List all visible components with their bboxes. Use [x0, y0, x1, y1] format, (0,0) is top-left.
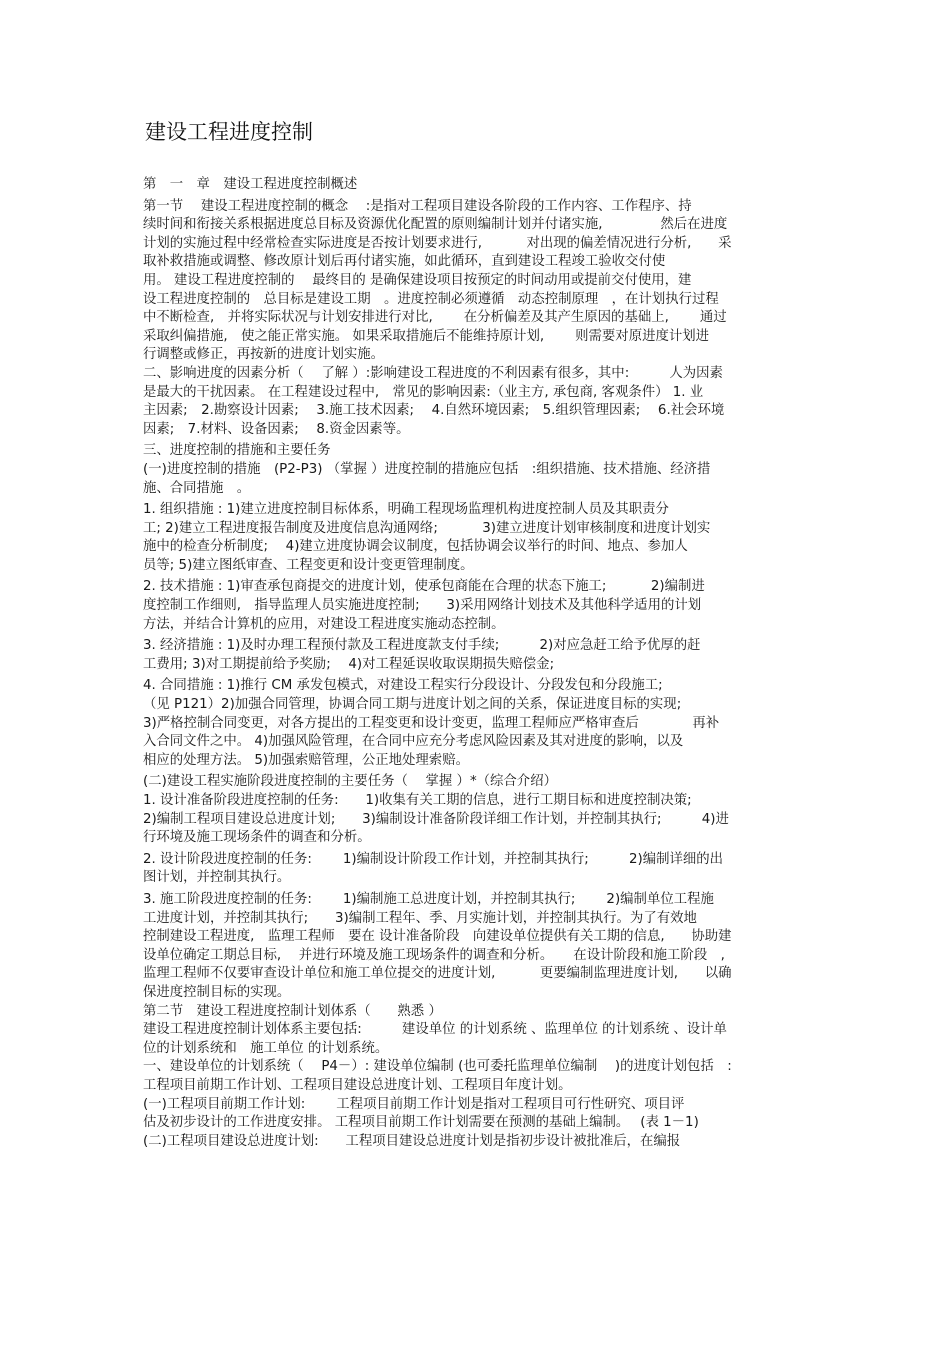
text-line: 方法，并结合计算机的应用，对建设工程进度实施动态控制。: [143, 616, 505, 632]
text-line: 图计划，并控制其执行。: [143, 870, 291, 886]
text-line: 第二节 建设工程进度控制计划体系（ 熟悉 ）: [143, 1003, 442, 1019]
text-line: (一)进度控制的措施 (P2-P3) （掌握 ）进度控制的措施应包括 :组织措施、技术措施、经济措: [143, 461, 711, 477]
text-line: 3. 施工阶段进度控制的任务: 1)编制施工总进度计划，并控制其执行; 2)编制单位工程施: [143, 891, 714, 907]
text-line: 位的计划系统和 施工单位 的计划系统。: [143, 1040, 389, 1056]
text-line: 设工程进度控制的 总目标是建设工期 。进度控制必须遵循 动态控制原理 ，在计划执行过程: [143, 291, 719, 307]
text-line: 3)严格控制合同变更，对各方提出的工程变更和设计变更，监理工程师应严格审查后 再补: [143, 715, 720, 731]
text-line: 续时间和衔接关系根据进度总目标及资源优化配置的原则编制计划并付诸实施, 然后在进度: [143, 217, 728, 233]
text-line: 2. 技术措施 : 1)审查承包商提交的进度计划，使承包商能在合理的状态下施工; 2)编制进: [143, 579, 705, 595]
text-line: 1. 组织措施 : 1)建立进度控制目标体系，明确工程现场监理机构进度控制人员及其职责分: [143, 502, 669, 518]
text-line: （见 P121）2)加强合同管理，协调合同工期与进度计划之间的关系，保证进度目标的实现;: [143, 697, 682, 713]
text-line: 取补救措施或调整、修改原计划后再付诸实施，如此循环，直到建设工程竣工验收交付使: [143, 254, 666, 270]
text-line: 一、建设单位的计划系统（ P4－）: 建设单位编制 (也可委托监理单位编制 )的进度计划包括 :: [143, 1059, 732, 1075]
text-line: 第一节 建设工程进度控制的概念 :是指对工程项目建设各阶段的工作内容、工作程序、持: [143, 198, 692, 214]
text-line: 保进度控制目标的实现。: [143, 984, 291, 1000]
text-line: (一)工程项目前期工作计划: 工程项目前期工作计划是指对工程项目可行性研究、项目评: [143, 1096, 685, 1112]
text-line: 行调整或修正，再按新的进度计划实施。: [143, 347, 385, 363]
text-line: 是最大的干扰因素。 在工程建设过程中, 常见的影响因素:（业主方, 承包商, 客观条件） 1. 业: [143, 384, 704, 400]
text-line: 工; 2)建立工程进度报告制度及进度信息沟通网络; 3)建立进度计划审核制度和进度计划实: [143, 520, 711, 536]
text-line: 施中的检查分析制度; 4)建立进度协调会议制度，包括协调会议举行的时间、地点、参加人: [143, 539, 688, 555]
text-line: 相应的处理方法。 5)加强索赔管理，公正地处理索赔。: [143, 752, 469, 768]
text-line: 2)编制工程项目建设总进度计划; 3)编制设计准备阶段详细工作计划，并控制其执行; 4)进: [143, 811, 729, 827]
text-line: 建设工程进度控制计划体系主要包括: 建设单位 的计划系统 、监理单位 的计划系统 、设计单: [143, 1022, 727, 1038]
text-line: 二、影响进度的因素分析（ 了解 ）:影响建设工程进度的不利因素有很多，其中: 人为因素: [143, 365, 723, 381]
document-title: 建设工程进度控制: [145, 120, 313, 144]
text-line: 采取纠偏措施, 使之能正常实施。 如果采取措施后不能维持原计划, 则需要对原进度计划进: [143, 328, 710, 344]
text-line: 工程项目前期工作计划、工程项目建设总进度计划、工程项目年度计划。: [143, 1077, 572, 1093]
text-line: 估及初步设计的工作进度安排。 工程项目前期工作计划需要在预测的基础上编制。 (表 1－1): [143, 1115, 699, 1131]
text-line: 工进度计划，并控制其执行; 3)编制工程年、季、月实施计划，并控制其执行。为了有效地: [143, 910, 697, 926]
text-line: 行环境及施工现场条件的调查和分析。: [143, 830, 371, 846]
text-line: 员等; 5)建立图纸审查、工程变更和设计变更管理制度。: [143, 557, 474, 573]
text-line: 3. 经济措施 : 1)及时办理工程预付款及工程进度款支付手续; 2)对应急赶工给予优厚的赶: [143, 638, 701, 654]
text-line: 工费用; 3)对工期提前给予奖励; 4)对工程延误收取误期损失赔偿金;: [143, 656, 555, 672]
document-body: [143, 176, 813, 1151]
text-line: 监理工程师不仅要审查设计单位和施工单位提交的进度计划, 更要编制监理进度计划, 以确: [143, 966, 732, 982]
text-line: 计划的实施过程中经常检查实际进度是否按计划要求进行, 对出现的偏差情况进行分析, 采: [143, 235, 732, 251]
text-line: 用。 建设工程进度控制的 最终目的 是确保建设项目按预定的时间动用或提前交付使用，建: [143, 272, 692, 288]
text-line: 2. 设计阶段进度控制的任务: 1)编制设计阶段工作计划，并控制其执行; 2)编制详细的出: [143, 851, 724, 867]
text-line: 4. 合同措施 : 1)推行 CM 承发包模式，对建设工程实行分段设计、分段发包和分段施工;: [143, 678, 663, 694]
text-line: 中不断检查, 并将实际状况与计划安排进行对比, 在分析偏差及其产生原因的基础上, 通过: [143, 310, 727, 326]
text-line: 入合同文件之中。 4)加强风险管理，在合同中应充分考虑风险因素及其对进度的影响，以及: [143, 734, 684, 750]
text-line: 控制建设工程进度, 监理工程师 要在 设计准备阶段 向建设单位提供有关工期的信息, 协助建: [143, 929, 732, 945]
text-line: 设单位确定工期总目标, 并进行环境及施工现场条件的调查和分析。 在设计阶段和施工阶段 ,: [143, 947, 725, 963]
text-line: 第 一 章 建设工程进度控制概述: [143, 177, 358, 192]
text-line: (二)建设工程实施阶段进度控制的主要任务（ 掌握 ）*（综合介绍）: [143, 774, 557, 790]
text-line: (二)工程项目建设总进度计划: 工程项目建设总进度计划是指初步设计被批准后，在编报: [143, 1133, 681, 1149]
text-line: 因素; 7.材料、设备因素; 8.资金因素等。: [143, 421, 410, 437]
text-line: 主因素; 2.勘察设计因素; 3.施工技术因素; 4.自然环境因素; 5.组织管理因素; 6.社会环境: [143, 403, 725, 419]
text-line: 施、合同措施 。: [143, 480, 251, 496]
text-line: 三、进度控制的措施和主要任务: [143, 443, 331, 459]
text-line: 度控制工作细则, 指导监理人员实施进度控制; 3)采用网络计划技术及其他科学适用的计划: [143, 598, 702, 614]
text-line: 1. 设计准备阶段进度控制的任务: 1)收集有关工期的信息，进行工期目标和进度控制决策;: [143, 793, 692, 808]
